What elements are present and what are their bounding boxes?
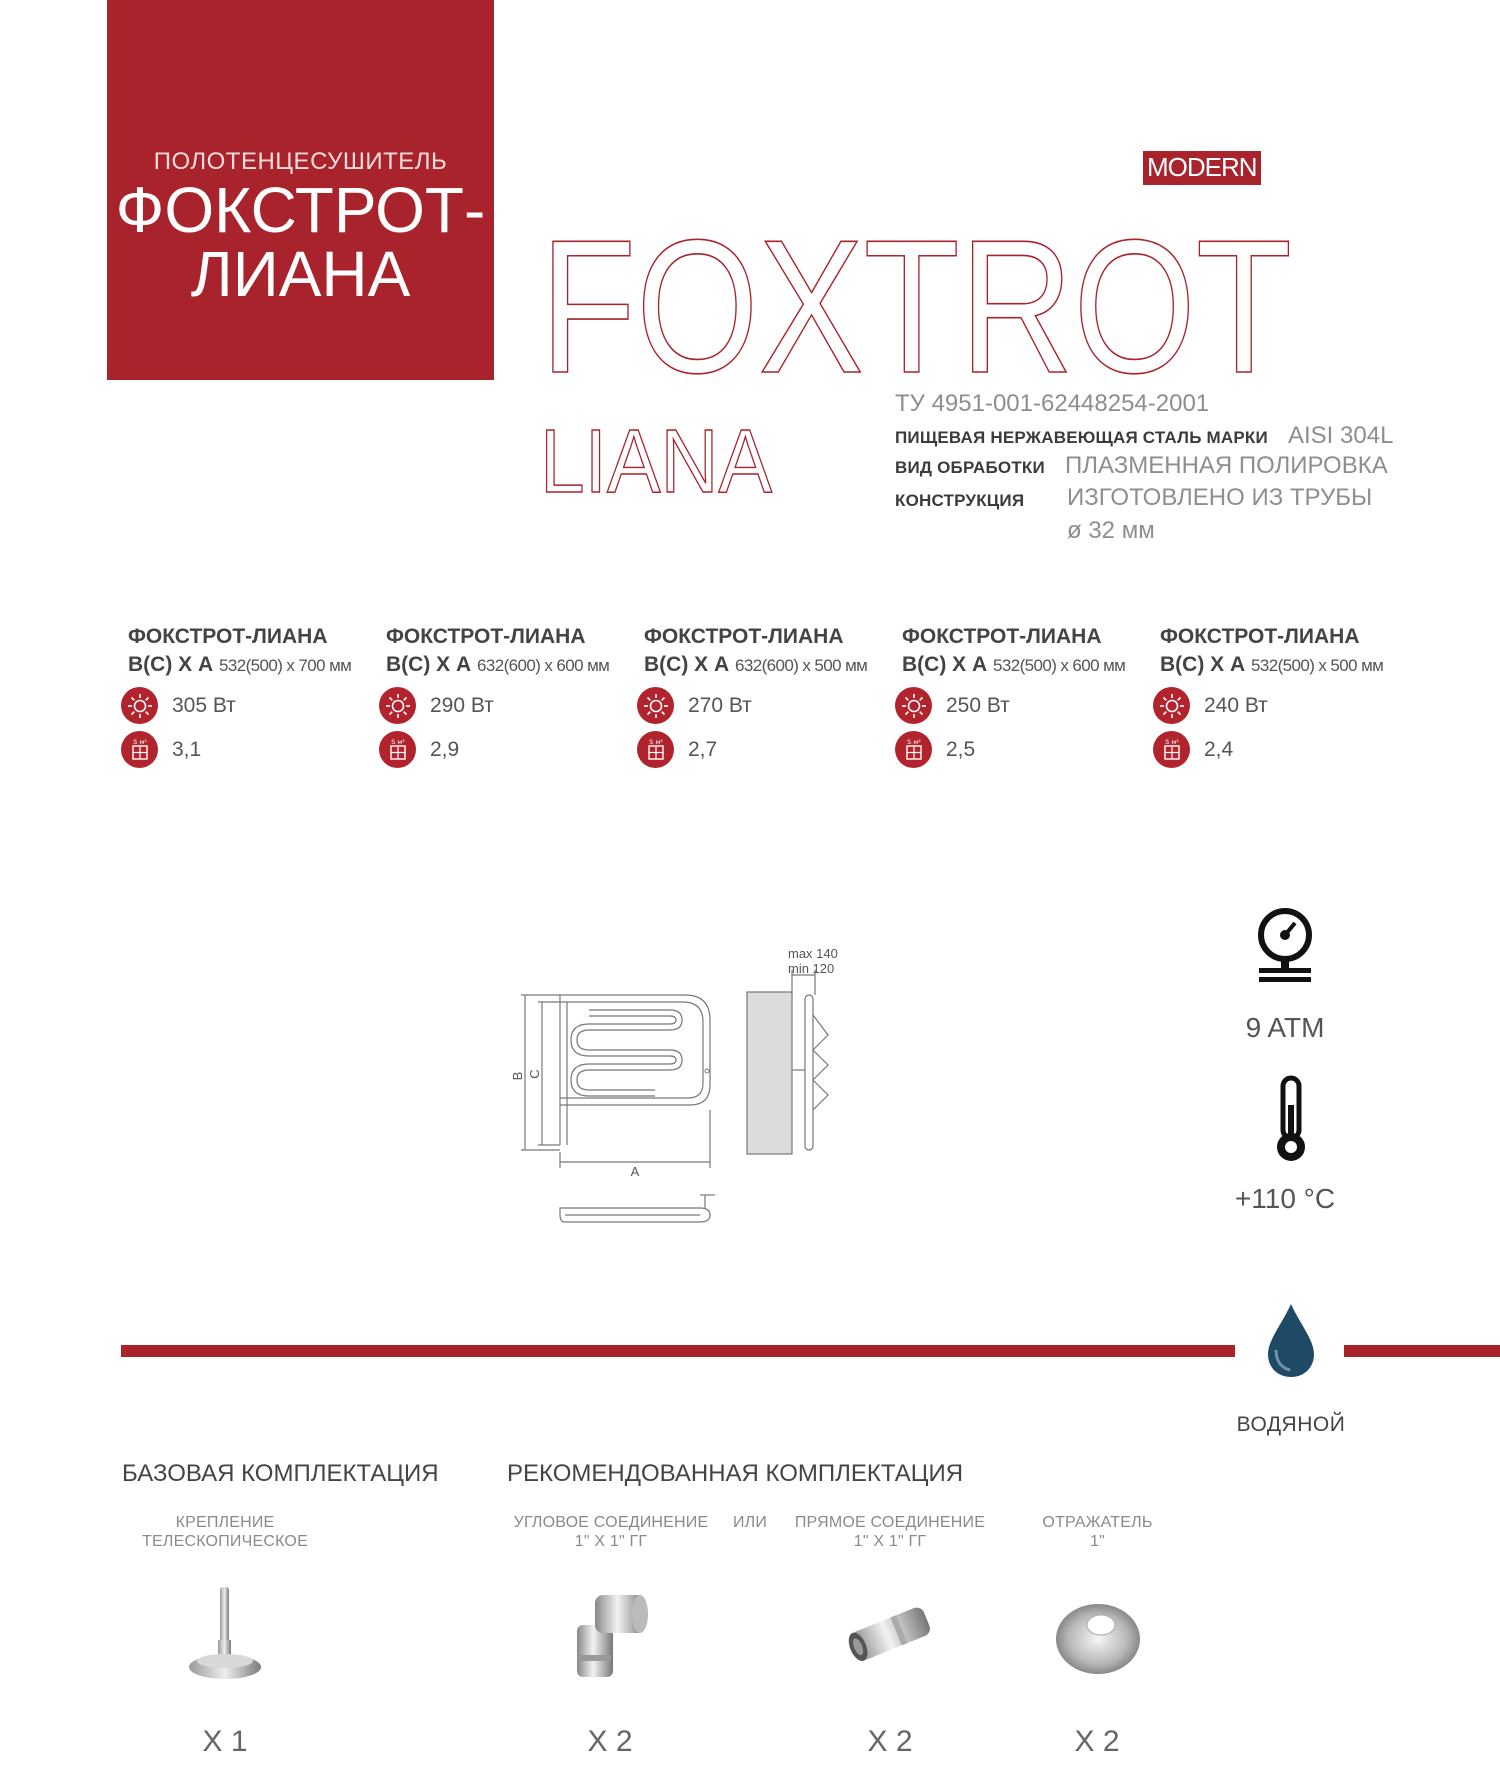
model-name: ФОКСТРОТ-ЛИАНА [386, 625, 586, 648]
accessory-qty: Х 1 [202, 1725, 248, 1758]
dims-value: 532(500) х 600 мм [993, 656, 1126, 675]
angle-connector-icon [565, 1585, 655, 1685]
sun-icon [637, 687, 674, 724]
spec-finish-value: ПЛАЗМЕННАЯ ПОЛИРОВКА [1065, 452, 1388, 479]
header-block [107, 0, 494, 380]
depth-max-label: max 140 [788, 946, 838, 961]
accessory-label-line2: 1" Х 1" ГГ [853, 1533, 927, 1550]
spec-construction-diameter: ø 32 мм [1067, 517, 1155, 544]
area-row [379, 731, 459, 768]
model-dimensions [1160, 653, 1410, 677]
area-grid-icon [121, 731, 158, 768]
area-value: 3,1 [172, 737, 202, 761]
accessory-label-line1: ОТРАЖАТЕЛЬ [1042, 1514, 1153, 1531]
area-row [637, 731, 717, 768]
or-label: ИЛИ [732, 1514, 768, 1531]
accessory-label [505, 1513, 717, 1551]
area-grid-icon [637, 731, 674, 768]
dims-label: В(С) Х А [386, 653, 472, 676]
area-grid-icon [1153, 731, 1190, 768]
dims-value: 532(500) х 700 мм [219, 656, 352, 675]
brand-name-logo [540, 200, 1300, 390]
dim-label-c: C [527, 1069, 542, 1079]
modern-badge: MODERN [1143, 151, 1261, 185]
spec-steel-label: ПИЩЕВАЯ НЕРЖАВЕЮЩАЯ СТАЛЬ МАРКИ [895, 428, 1268, 447]
water-drop-icon [1262, 1300, 1320, 1380]
model-card [386, 625, 636, 761]
recommended-kit-title: РЕКОМЕНДОВАННАЯ КОМПЛЕКТАЦИЯ [507, 1460, 964, 1487]
dims-value: 632(600) х 500 мм [735, 656, 868, 675]
area-value: 2,4 [1204, 737, 1234, 761]
pressure-gauge-icon [1255, 905, 1315, 985]
power-value: 270 Вт [688, 693, 752, 717]
power-value: 290 Вт [430, 693, 494, 717]
area-badge-text: S м² [132, 737, 147, 746]
accessory-label-line2: 1" Х 1" ГГ [574, 1533, 648, 1550]
sun-icon [1153, 687, 1190, 724]
power-row [637, 687, 752, 724]
product-title-line2: ЛИАНА [190, 238, 411, 310]
area-grid-icon [895, 731, 932, 768]
power-value: 250 Вт [946, 693, 1010, 717]
area-badge-text: S м² [906, 737, 921, 746]
power-row [121, 687, 236, 724]
accessory-qty: Х 2 [587, 1725, 633, 1758]
sun-icon [379, 687, 416, 724]
pressure-value: 9 ATM [1245, 1012, 1325, 1043]
product-title-line1: ФОКСТРОТ- [115, 174, 486, 246]
accessory-label [120, 1513, 330, 1551]
dim-label-b: B [510, 1071, 525, 1081]
dim-label-a: A [630, 1164, 640, 1179]
brand-sub-logo [540, 410, 780, 500]
power-value: 305 Вт [172, 693, 236, 717]
depth-min-label: min 120 [788, 961, 835, 976]
area-value: 2,5 [946, 737, 976, 761]
heating-type-label: ВОДЯНОЙ [1236, 1413, 1346, 1436]
area-value: 2,7 [688, 737, 718, 761]
model-card [902, 625, 1152, 761]
power-value: 240 Вт [1204, 693, 1268, 717]
power-row [1153, 687, 1268, 724]
accessory-label-line1: УГЛОВОЕ СОЕДИНЕНИЕ [513, 1514, 709, 1531]
area-row [1153, 731, 1233, 768]
thermometer-icon [1273, 1075, 1309, 1165]
power-row [379, 687, 494, 724]
area-grid-icon [379, 731, 416, 768]
accessory-label-line2: 1" [1090, 1533, 1105, 1550]
telescopic-mount-icon [180, 1585, 270, 1685]
accessory-label-line2: ТЕЛЕСКОПИЧЕСКОЕ [142, 1533, 308, 1550]
area-badge-text: S м² [1164, 737, 1179, 746]
product-title [107, 174, 494, 310]
accessory-label-line1: ПРЯМОЕ СОЕДИНЕНИЕ [794, 1514, 986, 1531]
area-row [121, 731, 201, 768]
model-name: ФОКСТРОТ-ЛИАНА [902, 625, 1102, 648]
model-name: ФОКСТРОТ-ЛИАНА [128, 625, 328, 648]
divider-line-right [1344, 1345, 1500, 1357]
spec-tu: ТУ 4951-001-62448254-2001 [895, 390, 1210, 417]
area-badge-text: S м² [390, 737, 405, 746]
model-dimensions [386, 653, 636, 677]
model-name: ФОКСТРОТ-ЛИАНА [1160, 625, 1360, 648]
brand-name: FOXTROT [540, 201, 1292, 390]
area-value: 2,9 [430, 737, 460, 761]
spec-construction-label: КОНСТРУКЦИЯ [895, 491, 1025, 510]
brand-subname: LIANA [540, 412, 772, 500]
dims-label: В(С) Х А [1160, 653, 1246, 676]
reflector-icon [1053, 1597, 1143, 1677]
dims-label: В(С) Х А [902, 653, 988, 676]
spec-finish-label: ВИД ОБРАБОТКИ [895, 458, 1045, 477]
dims-value: 532(500) х 500 мм [1251, 656, 1384, 675]
area-badge-text: S м² [648, 737, 663, 746]
model-dimensions [644, 653, 894, 677]
spec-steel-value: AISI 304L [1288, 422, 1394, 449]
model-dimensions [902, 653, 1152, 677]
dims-label: В(С) Х А [644, 653, 730, 676]
basic-kit-title: БАЗОВАЯ КОМПЛЕКТАЦИЯ [122, 1460, 439, 1487]
model-name: ФОКСТРОТ-ЛИАНА [644, 625, 844, 648]
spec-construction-value: ИЗГОТОВЛЕНО ИЗ ТРУБЫ [1067, 484, 1373, 511]
straight-connector-icon [842, 1595, 938, 1675]
model-card [128, 625, 378, 761]
sun-icon [895, 687, 932, 724]
dims-value: 632(600) х 600 мм [477, 656, 610, 675]
model-card [644, 625, 894, 761]
accessory-label [780, 1513, 1000, 1551]
area-row [895, 731, 975, 768]
accessory-label [1025, 1513, 1170, 1551]
product-category: ПОЛОТЕНЦЕСУШИТЕЛЬ [153, 148, 448, 175]
divider-line-left [121, 1345, 1235, 1357]
model-dimensions [128, 653, 378, 677]
power-row [895, 687, 1010, 724]
technical-drawing [505, 940, 845, 1240]
accessory-qty: Х 2 [1074, 1725, 1120, 1758]
accessory-label-line1: КРЕПЛЕНИЕ [175, 1514, 275, 1531]
accessory-qty: Х 2 [867, 1725, 913, 1758]
temperature-value: +110 °C [1234, 1183, 1336, 1214]
dims-label: В(С) Х А [128, 653, 214, 676]
model-card [1160, 625, 1410, 761]
sun-icon [121, 687, 158, 724]
